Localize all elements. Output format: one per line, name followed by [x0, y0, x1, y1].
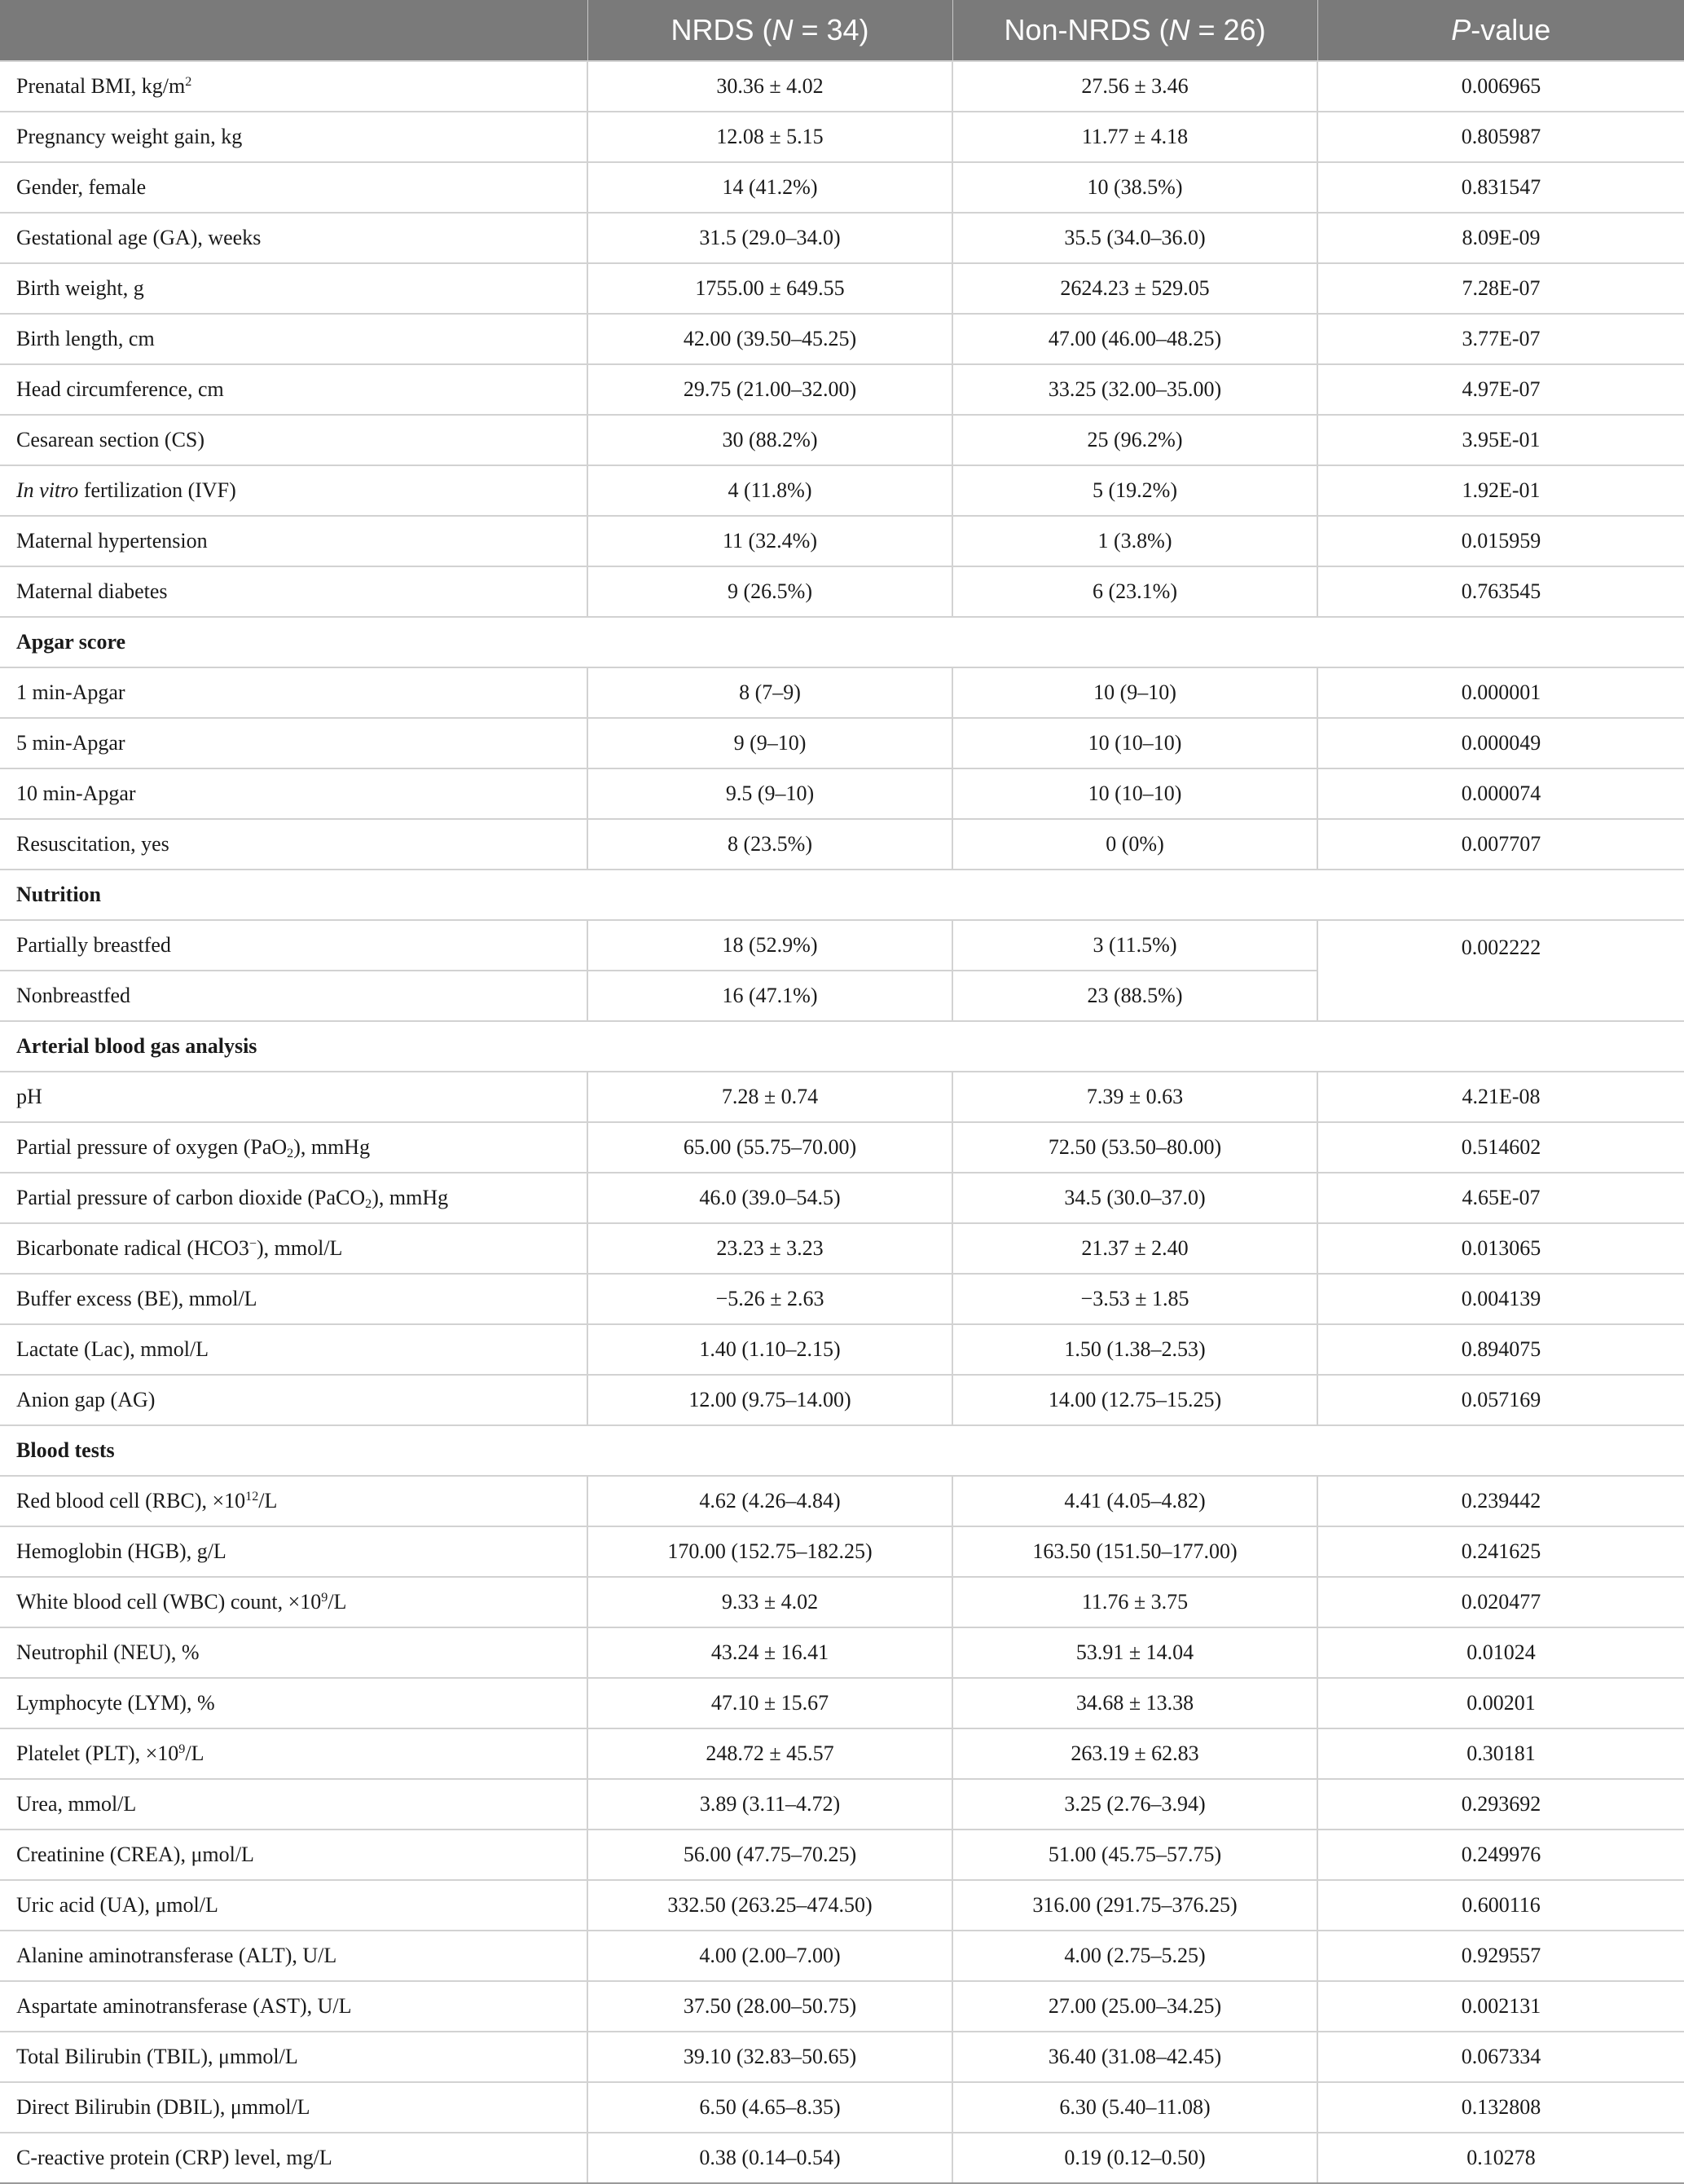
- nrds-value: 7.28 ± 0.74: [587, 1072, 952, 1122]
- p-value: 0.249976: [1317, 1830, 1684, 1880]
- table-row: [0, 1223, 1684, 1274]
- row-label: 10 min-Apgar: [0, 768, 587, 819]
- p-value: 0.10278: [1317, 2133, 1684, 2183]
- p-value: 0.763545: [1317, 566, 1684, 617]
- nrds-value: 47.10 ± 15.67: [587, 1678, 952, 1728]
- row-label: Birth weight, g: [0, 263, 587, 314]
- row-label: Anion gap (AG): [0, 1375, 587, 1425]
- section-row: [0, 617, 1684, 667]
- nrds-value: 12.00 (9.75–14.00): [587, 1375, 952, 1425]
- non-nrds-value: 3 (11.5%): [952, 920, 1317, 971]
- nrds-value: 37.50 (28.00–50.75): [587, 1981, 952, 2032]
- table-row: [0, 314, 1684, 364]
- nrds-value: 9 (26.5%): [587, 566, 952, 617]
- nrds-value: 1755.00 ± 649.55: [587, 263, 952, 314]
- row-label: Maternal diabetes: [0, 566, 587, 617]
- header-nrds: NRDS (N = 34): [587, 0, 952, 61]
- p-value: 0.007707: [1317, 819, 1684, 870]
- row-label: Buffer excess (BE), mmol/L: [0, 1274, 587, 1324]
- header-variable: [0, 0, 587, 61]
- non-nrds-value: 11.77 ± 4.18: [952, 112, 1317, 162]
- p-value: 8.09E-09: [1317, 213, 1684, 263]
- table-row: [0, 61, 1684, 112]
- section-heading: Blood tests: [0, 1425, 1684, 1476]
- row-label: Creatinine (CREA), μmol/L: [0, 1830, 587, 1880]
- p-value: 0.067334: [1317, 2032, 1684, 2082]
- table-row: [0, 1173, 1684, 1223]
- non-nrds-value: 4.41 (4.05–4.82): [952, 1476, 1317, 1526]
- non-nrds-value: 72.50 (53.50–80.00): [952, 1122, 1317, 1173]
- row-label: Lymphocyte (LYM), %: [0, 1678, 587, 1728]
- non-nrds-value: 25 (96.2%): [952, 415, 1317, 465]
- non-nrds-value: 1 (3.8%): [952, 516, 1317, 566]
- table-row: [0, 1476, 1684, 1526]
- nrds-value: 332.50 (263.25–474.50): [587, 1880, 952, 1931]
- p-value: 0.293692: [1317, 1779, 1684, 1830]
- table-row: [0, 819, 1684, 870]
- non-nrds-value: 7.39 ± 0.63: [952, 1072, 1317, 1122]
- nrds-value: 39.10 (32.83–50.65): [587, 2032, 952, 2082]
- table-row: [0, 2133, 1684, 2183]
- p-value: 0.239442: [1317, 1476, 1684, 1526]
- p-value: 0.020477: [1317, 1577, 1684, 1627]
- header-row: [0, 0, 1684, 61]
- table-row: [0, 2082, 1684, 2133]
- p-value: 0.057169: [1317, 1375, 1684, 1425]
- row-label: Partial pressure of carbon dioxide (PaCO$_2$), mmHg: [0, 1173, 587, 1223]
- non-nrds-value: 6 (23.1%): [952, 566, 1317, 617]
- nrds-value: 4.00 (2.00–7.00): [587, 1931, 952, 1981]
- table-row: [0, 1981, 1684, 2032]
- non-nrds-value: 6.30 (5.40–11.08): [952, 2082, 1317, 2133]
- table-row: [0, 1931, 1684, 1981]
- non-nrds-value: 1.50 (1.38–2.53): [952, 1324, 1317, 1375]
- row-label: pH: [0, 1072, 587, 1122]
- p-value: 0.600116: [1317, 1880, 1684, 1931]
- non-nrds-value: 27.56 ± 3.46: [952, 61, 1317, 112]
- non-nrds-value: 10 (9–10): [952, 667, 1317, 718]
- table-row: [0, 364, 1684, 415]
- p-value: 0.000049: [1317, 718, 1684, 768]
- nrds-value: 9.5 (9–10): [587, 768, 952, 819]
- nrds-value: 12.08 ± 5.15: [587, 112, 952, 162]
- row-label: Bicarbonate radical (HCO3−), mmol/L: [0, 1223, 587, 1274]
- row-label: Pregnancy weight gain, kg: [0, 112, 587, 162]
- p-value: 0.805987: [1317, 112, 1684, 162]
- table-row: [0, 213, 1684, 263]
- nrds-value: 42.00 (39.50–45.25): [587, 314, 952, 364]
- table-row: [0, 667, 1684, 718]
- non-nrds-value: 34.68 ± 13.38: [952, 1678, 1317, 1728]
- non-nrds-value: 53.91 ± 14.04: [952, 1627, 1317, 1678]
- non-nrds-value: 5 (19.2%): [952, 465, 1317, 516]
- p-value: 0.006965: [1317, 61, 1684, 112]
- table-row: [0, 112, 1684, 162]
- nrds-value: 3.89 (3.11–4.72): [587, 1779, 952, 1830]
- nrds-value: 14 (41.2%): [587, 162, 952, 213]
- table-row: [0, 263, 1684, 314]
- non-nrds-value: 47.00 (46.00–48.25): [952, 314, 1317, 364]
- table-row: [0, 1678, 1684, 1728]
- table-row: [0, 1526, 1684, 1577]
- row-label: Urea, mmol/L: [0, 1779, 587, 1830]
- non-nrds-value: 23 (88.5%): [952, 971, 1317, 1021]
- p-value: 0.30181: [1317, 1728, 1684, 1779]
- non-nrds-value: 0.19 (0.12–0.50): [952, 2133, 1317, 2183]
- non-nrds-value: 4.00 (2.75–5.25): [952, 1931, 1317, 1981]
- table-row: [0, 920, 1684, 971]
- row-label: Partial pressure of oxygen (PaO$_2$), mmHg: [0, 1122, 587, 1173]
- nrds-value: 30 (88.2%): [587, 415, 952, 465]
- non-nrds-value: 34.5 (30.0–37.0): [952, 1173, 1317, 1223]
- table-row: [0, 1830, 1684, 1880]
- row-label: White blood cell (WBC) count, $\times 10^9/L$: [0, 1577, 587, 1627]
- nrds-value: −5.26 ± 2.63: [587, 1274, 952, 1324]
- nrds-value: 1.40 (1.10–2.15): [587, 1324, 952, 1375]
- header-non-nrds: Non-NRDS (N = 26): [952, 0, 1317, 61]
- row-label: C-reactive protein (CRP) level, mg/L: [0, 2133, 587, 2183]
- row-label: Cesarean section (CS): [0, 415, 587, 465]
- p-value: 3.95E-01: [1317, 415, 1684, 465]
- nrds-value: 29.75 (21.00–32.00): [587, 364, 952, 415]
- table-row: [0, 1627, 1684, 1678]
- row-label: Platelet (PLT), $\times 10^9/L$: [0, 1728, 587, 1779]
- p-value: 4.65E-07: [1317, 1173, 1684, 1223]
- p-value: 0.831547: [1317, 162, 1684, 213]
- table-row: [0, 2032, 1684, 2082]
- table-row: [0, 516, 1684, 566]
- section-row: [0, 1021, 1684, 1072]
- row-label: Lactate (Lac), mmol/L: [0, 1324, 587, 1375]
- row-label: Nonbreastfed: [0, 971, 587, 1021]
- p-value: 0.013065: [1317, 1223, 1684, 1274]
- row-label: Head circumference, cm: [0, 364, 587, 415]
- section-row: [0, 870, 1684, 920]
- table-row: [0, 1274, 1684, 1324]
- table-row: [0, 415, 1684, 465]
- nrds-value: 248.72 ± 45.57: [587, 1728, 952, 1779]
- section-heading: Arterial blood gas analysis: [0, 1021, 1684, 1072]
- nrds-value: 170.00 (152.75–182.25): [587, 1526, 952, 1577]
- non-nrds-value: 51.00 (45.75–57.75): [952, 1830, 1317, 1880]
- p-value: 0.514602: [1317, 1122, 1684, 1173]
- p-value: 0.002131: [1317, 1981, 1684, 2032]
- table-row: [0, 1375, 1684, 1425]
- nrds-value: 8 (23.5%): [587, 819, 952, 870]
- row-label: 1 min-Apgar: [0, 667, 587, 718]
- nrds-value: 4 (11.8%): [587, 465, 952, 516]
- nrds-value: 23.23 ± 3.23: [587, 1223, 952, 1274]
- row-label: Alanine aminotransferase (ALT), U/L: [0, 1931, 587, 1981]
- non-nrds-value: 2624.23 ± 529.05: [952, 263, 1317, 314]
- row-label: In vitro fertilization (IVF): [0, 465, 587, 516]
- table-row: [0, 768, 1684, 819]
- p-value: 0.929557: [1317, 1931, 1684, 1981]
- nrds-value: 56.00 (47.75–70.25): [587, 1830, 952, 1880]
- p-value: 0.000001: [1317, 667, 1684, 718]
- nrds-value: 30.36 ± 4.02: [587, 61, 952, 112]
- row-label: Gestational age (GA), weeks: [0, 213, 587, 263]
- row-label: Prenatal BMI, $kg/m^2$: [0, 61, 587, 112]
- p-value: 0.002222: [1317, 920, 1684, 1021]
- non-nrds-value: 263.19 ± 62.83: [952, 1728, 1317, 1779]
- section-row: [0, 1425, 1684, 1476]
- p-value: 0.132808: [1317, 2082, 1684, 2133]
- p-value: 0.00201: [1317, 1678, 1684, 1728]
- row-label: Direct Bilirubin (DBIL), μmmol/L: [0, 2082, 587, 2133]
- row-label: Red blood cell (RBC), $\times 10^{12}/L$: [0, 1476, 587, 1526]
- section-heading: Apgar score: [0, 617, 1684, 667]
- p-value: 1.92E-01: [1317, 465, 1684, 516]
- non-nrds-value: 163.50 (151.50–177.00): [952, 1526, 1317, 1577]
- p-value: 0.241625: [1317, 1526, 1684, 1577]
- non-nrds-value: 35.5 (34.0–36.0): [952, 213, 1317, 263]
- p-value: 0.01024: [1317, 1627, 1684, 1678]
- table-row: [0, 1728, 1684, 1779]
- header-p-value: P-value: [1317, 0, 1684, 61]
- p-value: 4.97E-07: [1317, 364, 1684, 415]
- p-value: 0.000074: [1317, 768, 1684, 819]
- non-nrds-value: 14.00 (12.75–15.25): [952, 1375, 1317, 1425]
- table-row: [0, 718, 1684, 768]
- non-nrds-value: 10 (10–10): [952, 718, 1317, 768]
- table-row: [0, 1880, 1684, 1931]
- non-nrds-value: 27.00 (25.00–34.25): [952, 1981, 1317, 2032]
- p-value: 0.894075: [1317, 1324, 1684, 1375]
- nrds-value: 31.5 (29.0–34.0): [587, 213, 952, 263]
- row-label: Hemoglobin (HGB), g/L: [0, 1526, 587, 1577]
- row-label: Partially breastfed: [0, 920, 587, 971]
- nrds-value: 18 (52.9%): [587, 920, 952, 971]
- table-row: [0, 1577, 1684, 1627]
- non-nrds-value: 10 (10–10): [952, 768, 1317, 819]
- nrds-value: 65.00 (55.75–70.00): [587, 1122, 952, 1173]
- p-value: 3.77E-07: [1317, 314, 1684, 364]
- non-nrds-value: 10 (38.5%): [952, 162, 1317, 213]
- p-value: 0.004139: [1317, 1274, 1684, 1324]
- section-heading: Nutrition: [0, 870, 1684, 920]
- non-nrds-value: 33.25 (32.00–35.00): [952, 364, 1317, 415]
- non-nrds-value: 36.40 (31.08–42.45): [952, 2032, 1317, 2082]
- row-label: Total Bilirubin (TBIL), μmmol/L: [0, 2032, 587, 2082]
- non-nrds-value: 0 (0%): [952, 819, 1317, 870]
- row-label: Resuscitation, yes: [0, 819, 587, 870]
- nrds-value: 9 (9–10): [587, 718, 952, 768]
- p-value: 7.28E-07: [1317, 263, 1684, 314]
- table-row: [0, 1122, 1684, 1173]
- nrds-value: 43.24 ± 16.41: [587, 1627, 952, 1678]
- non-nrds-value: −3.53 ± 1.85: [952, 1274, 1317, 1324]
- row-label: Gender, female: [0, 162, 587, 213]
- row-label: Birth length, cm: [0, 314, 587, 364]
- non-nrds-value: 21.37 ± 2.40: [952, 1223, 1317, 1274]
- row-label: Uric acid (UA), μmol/L: [0, 1880, 587, 1931]
- row-label: Neutrophil (NEU), %: [0, 1627, 587, 1678]
- row-label: Maternal hypertension: [0, 516, 587, 566]
- table-row: [0, 162, 1684, 213]
- nrds-value: 46.0 (39.0–54.5): [587, 1173, 952, 1223]
- table-row: [0, 566, 1684, 617]
- row-label: Aspartate aminotransferase (AST), U/L: [0, 1981, 587, 2032]
- nrds-value: 9.33 ± 4.02: [587, 1577, 952, 1627]
- table-row: [0, 465, 1684, 516]
- nrds-value: 6.50 (4.65–8.35): [587, 2082, 952, 2133]
- p-value: 4.21E-08: [1317, 1072, 1684, 1122]
- nrds-value: 0.38 (0.14–0.54): [587, 2133, 952, 2183]
- non-nrds-value: 316.00 (291.75–376.25): [952, 1880, 1317, 1931]
- nrds-value: 4.62 (4.26–4.84): [587, 1476, 952, 1526]
- row-label: 5 min-Apgar: [0, 718, 587, 768]
- table-row: [0, 1779, 1684, 1830]
- table-row: [0, 1072, 1684, 1122]
- non-nrds-value: 11.76 ± 3.75: [952, 1577, 1317, 1627]
- p-value: 0.015959: [1317, 516, 1684, 566]
- table-row: [0, 1324, 1684, 1375]
- nrds-value: 16 (47.1%): [587, 971, 952, 1021]
- nrds-value: 8 (7–9): [587, 667, 952, 718]
- nrds-value: 11 (32.4%): [587, 516, 952, 566]
- non-nrds-value: 3.25 (2.76–3.94): [952, 1779, 1317, 1830]
